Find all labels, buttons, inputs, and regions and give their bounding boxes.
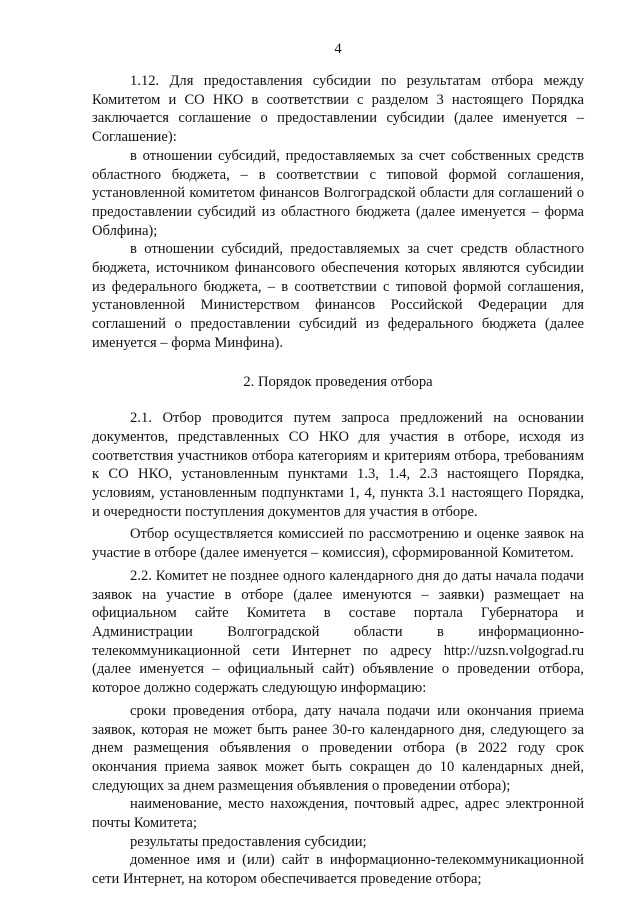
- list-item-domain: доменное имя и (или) сайт в информационно-телекоммуникационной сети Интернет, на котором обеспечивается проведение отбора;: [92, 852, 584, 888]
- paragraph-oblfin-form: в отношении субсидий, предоставляемых за счет собственных средств областного бюджета, – в соответствии с типовой формой соглашения, установленной комитетом финансов Волгоградской области для соглашений о предоставлении субсидий из областного бюджета (далее именуется – форма Облфина);: [92, 147, 584, 239]
- list-item-results: результаты предоставления субсидии;: [130, 833, 367, 850]
- paragraph-2-1: 2.1. Отбор проводится путем запроса предложений на основании документов, представленных СО НКО для участия в отборе, исходя из соответствия участников отбора категориям и критериям отбора, требованиям к СО НКО, установленным пунктами 1.3, 1.4, 2.3 настоящего Порядка, условиям, установленным подпунктами 1, 4, пункта 3.1 настоящего Порядка, и очередности поступления документов для участия в отборе.: [92, 410, 584, 520]
- document-page: [92, 40, 584, 889]
- paragraph-commission: Отбор осуществляется комиссией по рассмотрению и оценке заявок на участие в отборе (далее именуется – комиссия), сформированной Комитетом.: [92, 526, 584, 562]
- paragraph-1-12: 1.12. Для предоставления субсидии по результатам отбора между Комитетом и СО НКО в соответствии с разделом 3 настоящего Порядка заключается соглашение о предоставлении субсидии (далее именуется – Соглашение):: [92, 73, 584, 146]
- list-item-deadlines: сроки проведения отбора, дату начала подачи или окончания приема заявок, которая не может быть ранее 30-го календарного дня, следующего за днем размещения объявления о проведении отбора (в 2022 году срок окончания приема заявок может быть сокращен до 10 календарных дней, следующих за днем размещения объявления о проведении отбора);: [92, 702, 584, 794]
- page-number: 4: [334, 41, 342, 57]
- section-heading: 2. Порядок проведения отбора: [243, 373, 433, 390]
- paragraph-2-2: 2.2. Комитет не позднее одного календарного дня до даты начала подачи заявок на участие в отборе (далее именуются – заявки) размещает на официальном сайте Комитета в составе портала Губернатора и Администрации Волгоградской области в информационно-телекоммуникационной сети Интернет по адресу http://uzsn.volgograd.ru (далее именуется – официальный сайт) объявление о проведении отбора, которое должно содержать следующую информацию:: [92, 567, 584, 697]
- list-item-contacts: наименование, место нахождения, почтовый адрес, адрес электронной почты Комитета;: [92, 796, 584, 832]
- paragraph-minfin-form: в отношении субсидий, предоставляемых за счет средств областного бюджета, источником финансового обеспечения которых являются субсидии из федерального бюджета, – в соответствии с типовой формой соглашения, установленной Министерством финансов Российской Федерации для соглашений о предоставлении субсидий из федерального бюджета (далее именуется – форма Минфина).: [92, 241, 584, 351]
